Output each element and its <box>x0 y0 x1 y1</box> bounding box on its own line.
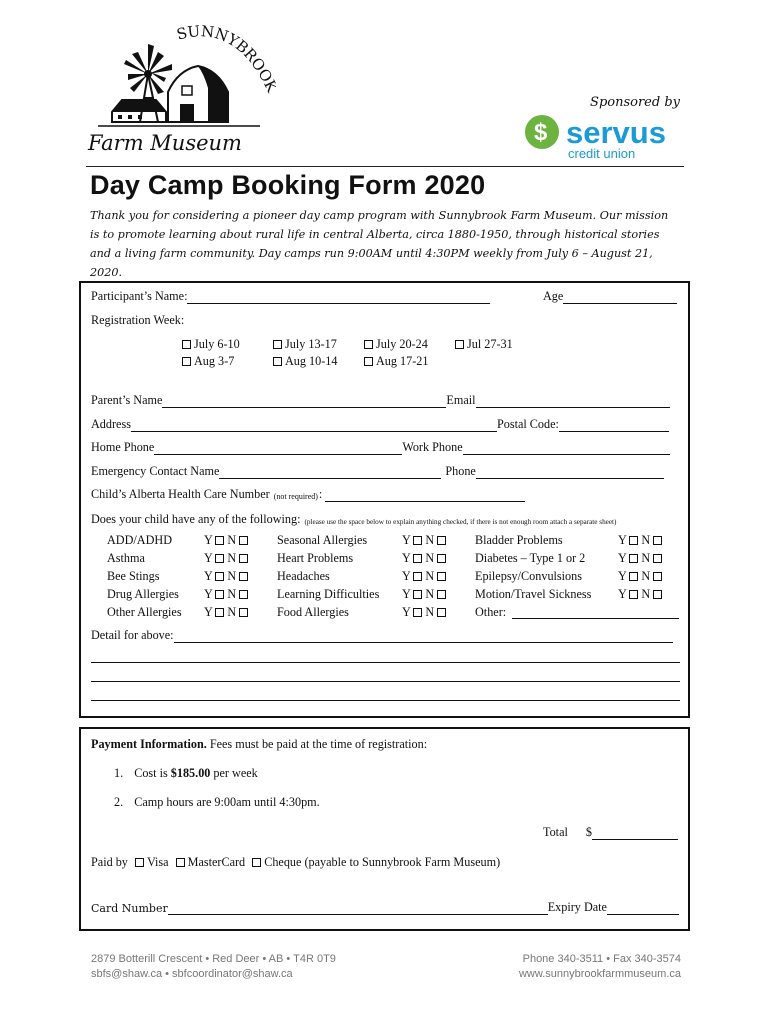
email-field[interactable] <box>476 396 670 408</box>
conditions-question: Does your child have any of the following: <box>91 512 301 526</box>
detail-label: Detail for above: <box>91 628 174 642</box>
checkbox[interactable] <box>364 357 373 366</box>
address-label: Address <box>91 417 131 431</box>
yes-option[interactable]: Y <box>204 587 227 601</box>
participant-label: Participant’s Name: <box>91 289 188 303</box>
week-option[interactable]: Aug 3-7 <box>182 354 234 369</box>
yes-option[interactable]: Y <box>204 569 227 583</box>
checkbox[interactable] <box>437 590 446 599</box>
registration-week-label: Registration Week: <box>91 313 185 327</box>
checkbox[interactable] <box>629 554 638 563</box>
checkbox[interactable] <box>653 536 662 545</box>
yes-option[interactable]: Y <box>402 569 425 583</box>
age-field[interactable] <box>563 292 677 304</box>
other-condition-field[interactable] <box>512 607 679 619</box>
servus-logo <box>522 113 682 161</box>
checkbox[interactable] <box>273 340 282 349</box>
footer-phone: Phone 340-3511 • Fax 340-3574 <box>522 953 681 965</box>
no-option[interactable]: N <box>425 551 449 565</box>
participant-name-field[interactable] <box>187 292 490 304</box>
email-label: Email <box>446 393 476 407</box>
checkbox[interactable] <box>215 536 224 545</box>
condition-label: Asthma <box>107 551 145 565</box>
phone-row <box>91 440 670 455</box>
payment-heading-row <box>91 737 427 752</box>
address-field[interactable] <box>131 420 497 432</box>
header-rule <box>86 166 684 167</box>
checkbox[interactable] <box>413 554 422 563</box>
footer-address: 2879 Botterill Crescent • Red Deer • AB • T4R 0T9 <box>91 953 336 965</box>
yes-option[interactable]: Y <box>402 533 425 547</box>
participant-row <box>91 289 490 304</box>
checkbox[interactable] <box>182 340 191 349</box>
intro-text: Thank you for considering a pioneer day camp program with Sunnybrook Farm Museum. Our mission is to promote learning about rural life in central Alberta, circa 1880-1950, through historical stories and a living farm community. Day camps run 9:00AM until 4:30PM weekly from July 6 – August 21, 2020. <box>90 209 669 279</box>
checkbox[interactable] <box>437 554 446 563</box>
yes-no-choice <box>402 533 449 548</box>
checkbox[interactable] <box>239 608 248 617</box>
emergency-label: Emergency Contact Name <box>91 464 220 478</box>
checkbox[interactable] <box>176 858 185 867</box>
checkbox[interactable] <box>239 572 248 581</box>
sponsor-label: Sponsored by <box>590 95 680 110</box>
yes-no-choice <box>402 587 449 602</box>
yes-no-choice <box>204 587 251 602</box>
sponsor-sub: credit union <box>568 146 636 161</box>
condition-label: Drug Allergies <box>107 587 179 601</box>
health-number-field[interactable] <box>325 490 525 502</box>
age-label: Age <box>543 289 564 303</box>
payment-option-mastercard[interactable]: MasterCard <box>176 855 246 869</box>
no-option[interactable]: N <box>641 533 665 547</box>
svg-text:$: $ <box>534 119 548 146</box>
payment-heading: Payment Information. <box>91 737 207 751</box>
condition-label: Learning Difficulties <box>277 587 380 601</box>
checkbox[interactable] <box>629 572 638 581</box>
checkbox[interactable] <box>455 340 464 349</box>
yes-no-choice <box>618 551 665 566</box>
cost-amount: $185.00 <box>170 766 211 780</box>
paid-by-label: Paid by <box>91 855 128 869</box>
home-phone-field[interactable] <box>154 443 402 455</box>
logo-arc-text: SUNNYBROO <box>174 22 276 86</box>
no-option[interactable]: N <box>641 551 665 565</box>
week-option[interactable]: Aug 10-14 <box>273 354 337 369</box>
condition-label: Motion/Travel Sickness <box>475 587 592 601</box>
checkbox[interactable] <box>437 572 446 581</box>
condition-label: Headaches <box>277 569 330 583</box>
condition-label: Epilepsy/Convulsions <box>475 569 582 583</box>
home-phone-label: Home Phone <box>91 440 155 454</box>
checkbox[interactable] <box>653 590 662 599</box>
yes-option[interactable]: Y <box>204 551 227 565</box>
week-option[interactable]: Aug 17-21 <box>364 354 428 369</box>
health-note: (not required) <box>273 492 318 501</box>
yes-no-choice <box>618 533 665 548</box>
no-option[interactable]: N <box>227 569 251 583</box>
checkbox[interactable] <box>239 590 248 599</box>
condition-label: ADD/ADHD <box>107 533 172 547</box>
no-option[interactable]: N <box>227 587 251 601</box>
total-label: Total <box>543 825 568 839</box>
footer-left <box>91 952 336 982</box>
no-option[interactable]: N <box>425 533 449 547</box>
checkbox[interactable] <box>273 357 282 366</box>
emergency-row <box>91 464 664 479</box>
yes-no-choice <box>204 569 251 584</box>
postal-field[interactable] <box>559 420 669 432</box>
card-row <box>91 900 679 915</box>
condition-label: Seasonal Allergies <box>277 533 368 547</box>
no-option[interactable]: N <box>425 569 449 583</box>
farm-logo-icon <box>86 22 276 160</box>
checkbox[interactable] <box>629 590 638 599</box>
conditions-question-row <box>91 512 616 527</box>
yes-no-choice <box>204 551 251 566</box>
work-phone-label: Work Phone <box>402 440 463 454</box>
expiry-label: Expiry Date <box>547 900 607 914</box>
logo-script-text: Farm Museum <box>88 131 242 155</box>
cost-item: 1. Cost is $185.00 per week <box>114 766 258 780</box>
checkbox[interactable] <box>364 340 373 349</box>
postal-label: Postal Code: <box>496 417 559 431</box>
total-symbol: $ <box>585 825 592 839</box>
card-number-field[interactable] <box>168 903 548 915</box>
no-option[interactable]: N <box>641 587 665 601</box>
checkbox[interactable] <box>413 536 422 545</box>
yes-option[interactable]: Y <box>402 551 425 565</box>
checkbox[interactable] <box>215 608 224 617</box>
hours-item: 2. Camp hours are 9:00am until 4:30pm. <box>114 795 320 809</box>
yes-no-choice <box>618 569 665 584</box>
expiry-field[interactable] <box>607 903 679 915</box>
condition-label: Diabetes – Type 1 or 2 <box>475 551 586 565</box>
no-option[interactable]: N <box>641 569 665 583</box>
footer-website: www.sunnybrookfarmmuseum.ca <box>518 968 681 980</box>
yes-option[interactable]: Y <box>402 605 425 619</box>
work-phone-field[interactable] <box>463 443 670 455</box>
checkbox[interactable] <box>239 536 248 545</box>
conditions-note: (please use the space below to explain anything checked, if there is not enough room attach a separate sheet) <box>304 518 617 526</box>
yes-option[interactable]: Y <box>618 569 641 583</box>
no-option[interactable]: N <box>425 587 449 601</box>
footer-emails: sbfs@shaw.ca • sbfcoordinator@shaw.ca <box>91 968 293 980</box>
condition-label: Heart Problems <box>277 551 354 565</box>
yes-option[interactable]: Y <box>204 533 227 547</box>
checkbox[interactable] <box>215 572 224 581</box>
yes-option[interactable]: Y <box>618 587 641 601</box>
no-option[interactable]: N <box>227 533 251 547</box>
condition-label: Bladder Problems <box>475 533 563 547</box>
emergency-phone-label: Phone <box>445 464 476 478</box>
no-option[interactable]: N <box>227 605 251 619</box>
sponsor-name: servus <box>566 115 666 150</box>
health-row: Child’s Alberta Health Care Number (not required) : <box>91 487 525 502</box>
yes-no-choice <box>402 551 449 566</box>
parent-label: Parent’s Name <box>91 393 163 407</box>
detail-field[interactable] <box>174 631 673 643</box>
condition-label: Bee Stings <box>107 569 160 583</box>
total-row <box>543 825 678 840</box>
condition-label: Other: <box>475 605 507 619</box>
no-option[interactable]: N <box>227 551 251 565</box>
yes-no-choice <box>204 605 251 620</box>
yes-no-choice <box>402 569 449 584</box>
parent-row <box>91 393 670 408</box>
paid-by-row <box>91 855 500 870</box>
age-row <box>543 289 677 304</box>
no-option[interactable]: N <box>425 605 449 619</box>
emergency-phone-field[interactable] <box>476 467 664 479</box>
yes-option[interactable]: Y <box>204 605 227 619</box>
card-label: Card Number <box>91 902 168 915</box>
checkbox[interactable] <box>653 554 662 563</box>
address-row <box>91 417 669 432</box>
payment-option-visa[interactable]: Visa <box>135 855 169 869</box>
payment-heading-rest: Fees must be paid at the time of registration: <box>209 737 428 751</box>
yes-option[interactable]: Y <box>402 587 425 601</box>
condition-label: Other Allergies <box>107 605 182 619</box>
sunnybrook-logo <box>86 22 276 160</box>
payment-option-cheque[interactable]: Cheque (payable to Sunnybrook Farm Museum) <box>252 855 500 869</box>
total-field[interactable] <box>592 828 678 840</box>
yes-option[interactable]: Y <box>618 533 641 547</box>
week-option[interactable]: July 20-24 <box>364 337 428 352</box>
detail-line[interactable] <box>91 681 680 682</box>
week-option[interactable]: July 6-10 <box>182 337 240 352</box>
yes-no-choice <box>618 587 665 602</box>
checkbox[interactable] <box>252 858 261 867</box>
page-title: Day Camp Booking Form 2020 <box>90 170 486 200</box>
condition-label: Food Allergies <box>277 605 349 619</box>
checkbox[interactable] <box>653 572 662 581</box>
checkbox[interactable] <box>413 572 422 581</box>
yes-option[interactable]: Y <box>618 551 641 565</box>
health-label: Child’s Alberta Health Care Number <box>91 487 270 501</box>
checkbox[interactable] <box>437 608 446 617</box>
yes-no-choice <box>402 605 449 620</box>
emergency-name-field[interactable] <box>219 467 441 479</box>
checkbox[interactable] <box>413 590 422 599</box>
checkbox[interactable] <box>239 554 248 563</box>
week-option[interactable]: July 13-17 <box>273 337 337 352</box>
checkbox[interactable] <box>135 858 144 867</box>
detail-row <box>91 628 673 643</box>
checkbox[interactable] <box>629 536 638 545</box>
week-option[interactable]: Jul 27-31 <box>455 337 513 352</box>
detail-line[interactable] <box>91 662 680 663</box>
detail-line[interactable] <box>91 700 680 701</box>
checkbox[interactable] <box>215 590 224 599</box>
yes-no-choice <box>204 533 251 548</box>
checkbox[interactable] <box>215 554 224 563</box>
footer-right <box>519 952 681 982</box>
parent-name-field[interactable] <box>162 396 446 408</box>
checkbox[interactable] <box>182 357 191 366</box>
checkbox[interactable] <box>413 608 422 617</box>
checkbox[interactable] <box>437 536 446 545</box>
